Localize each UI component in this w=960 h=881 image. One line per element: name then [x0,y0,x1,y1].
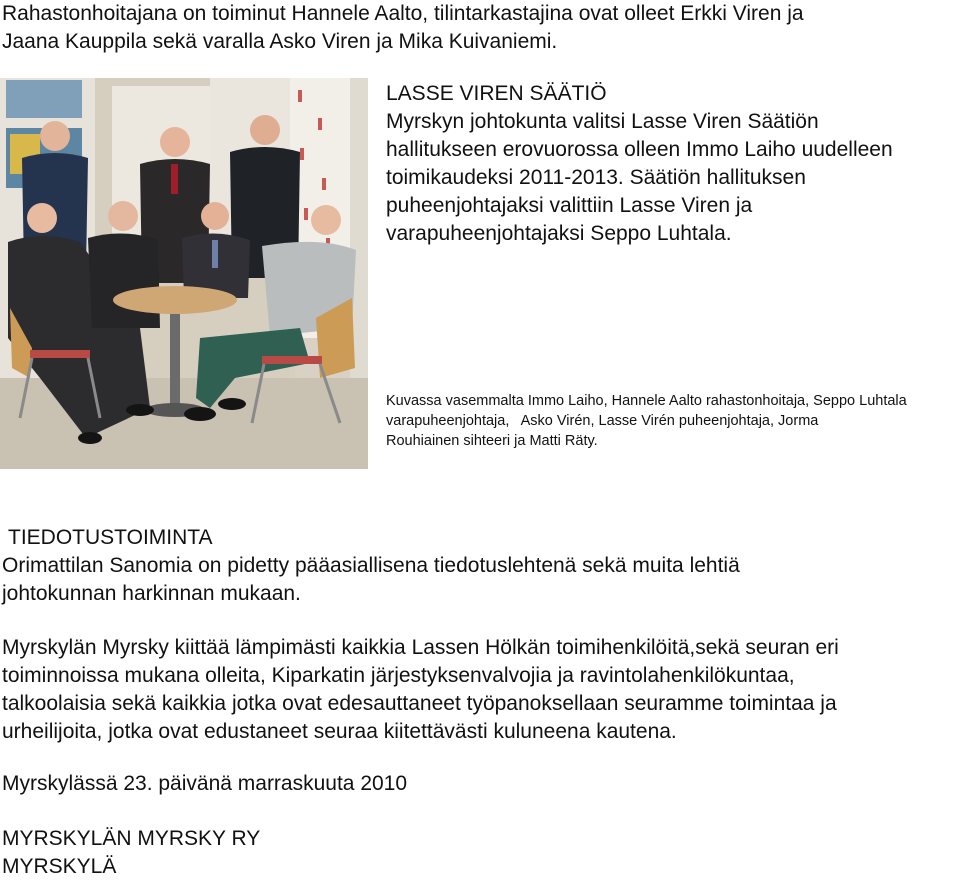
group-photo [0,78,368,469]
foundation-line: Myrskyn johtokunta valitsi Lasse Viren Säätiön [386,110,819,133]
photo-caption [386,391,907,451]
intro-line: Rahastonhoitajana on toiminut Hannele Aalto, tilintarkastajina ovat olleet Erkki Viren ja [2,2,804,25]
foundation-line: hallitukseen erovuorossa olleen Immo Laiho uudelleen [386,138,893,161]
foundation-section [386,80,893,248]
caption-line: Rouhiainen sihteeri ja Matti Räty. [386,433,598,449]
caption-line: Kuvassa vasemmalta Immo Laiho, Hannele Aalto rahastonhoitaja, Seppo Luhtala [386,393,907,409]
caption-line: varapuheenjohtaja, Asko Virén, Lasse Virén puheenjohtaja, Jorma [386,413,819,429]
group-photo-image [0,78,368,469]
thanks-paragraph [2,634,839,746]
signature-org: MYRSKYLÄN MYRSKY RY [2,827,261,850]
foundation-line: toimikaudeksi 2011-2013. Säätiön hallituksen [386,166,806,189]
thanks-line: urheilijoita, jotka ovat edustaneet seuraa kiitettävästi kuluneena kautena. [2,720,677,743]
foundation-line: puheenjohtajaksi valittiin Lasse Viren ja [386,194,753,217]
tiedotus-heading: TIEDOTUSTOIMINTA [8,526,213,549]
tiedotus-paragraph [2,552,740,608]
foundation-line: varapuheenjohtajaksi Seppo Luhtala. [386,222,732,245]
thanks-line: toiminnoissa mukana olleita, Kiparkatin järjestyksenvalvojia ja ravintolahenkilökuntaa, [2,664,795,687]
foundation-heading: LASSE VIREN SÄÄTIÖ [386,82,607,105]
thanks-line: talkoolaisia sekä kaikkia jotka ovat edesauttaneet työpanoksellaan seuramme toimintaa ja [2,692,837,715]
date-line: Myrskylässä 23. päivänä marraskuuta 2010 [2,772,408,795]
tiedotus-line: johtokunnan harkinnan mukaan. [2,582,301,605]
signature-block [2,825,260,881]
intro-line: Jaana Kauppila sekä varalla Asko Viren ja Mika Kuivaniemi. [2,30,558,53]
tiedotus-line: Orimattilan Sanomia on pidetty pääasiallisena tiedotuslehtenä sekä muita lehtiä [2,554,740,577]
thanks-line: Myrskylän Myrsky kiittää lämpimästi kaikkia Lassen Hölkän toimihenkilöitä,sekä seuran eri [2,636,839,659]
intro-paragraph [2,0,804,56]
signature-place: MYRSKYLÄ [2,855,117,878]
